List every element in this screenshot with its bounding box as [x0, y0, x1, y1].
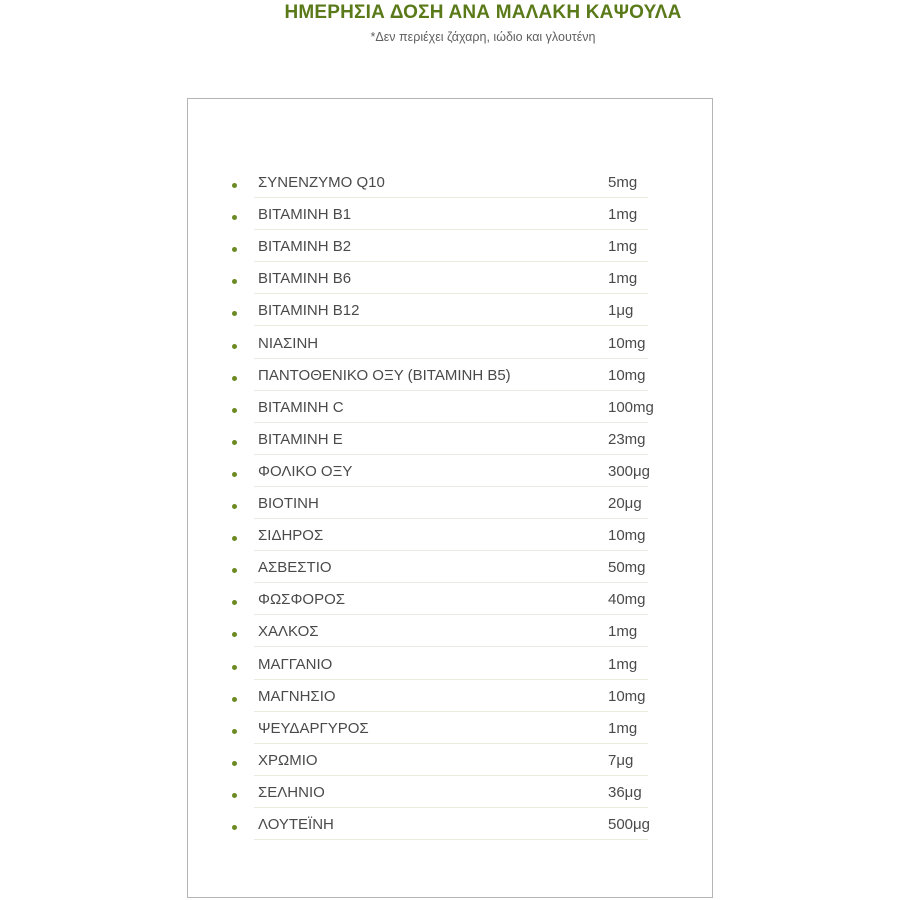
row-divider [254, 807, 648, 808]
ingredient-amount: 50mg [608, 559, 646, 577]
ingredient-name: ΨΕΥΔΑΡΓΥΡΟΣ [258, 719, 369, 737]
row-divider [254, 197, 648, 198]
ingredient-row [188, 398, 714, 430]
bullet-icon [232, 729, 237, 734]
bullet-icon [232, 504, 237, 509]
row-divider [254, 518, 648, 519]
row-divider [254, 390, 648, 391]
row-divider [254, 839, 648, 840]
ingredient-amount: 1mg [608, 206, 638, 224]
bullet-icon [232, 344, 237, 349]
ingredient-name: ΧΑΛΚΟΣ [258, 623, 319, 641]
ingredient-amount: 1mg [608, 270, 638, 288]
row-divider [254, 646, 648, 647]
ingredient-name: ΜΑΓΓΑΝΙΟ [258, 655, 333, 673]
ingredient-row [188, 269, 714, 301]
ingredient-row [188, 526, 714, 558]
bullet-icon [232, 665, 237, 670]
ingredient-name: ΒΙΤΑΜΙΝΗ Β12 [258, 302, 360, 320]
ingredient-row [188, 366, 714, 398]
bullet-icon [232, 440, 237, 445]
ingredient-row [188, 783, 714, 815]
bullet-icon [232, 761, 237, 766]
ingredient-amount: 7μg [608, 751, 634, 769]
ingredient-name: ΦΟΛΙΚΟ ΟΞΥ [258, 462, 353, 480]
ingredient-row [188, 334, 714, 366]
row-divider [254, 679, 648, 680]
ingredients-panel [187, 98, 713, 898]
ingredient-amount: 10mg [608, 687, 646, 705]
row-divider [254, 454, 648, 455]
ingredient-name: ΒΙΤΑΜΙΝΗ Β2 [258, 238, 352, 256]
bullet-icon [232, 536, 237, 541]
ingredient-name: ΣΙΔΗΡΟΣ [258, 527, 324, 545]
row-divider [254, 486, 648, 487]
row-divider [254, 775, 648, 776]
ingredient-name: ΒΙΤΑΜΙΝΗ Β1 [258, 206, 352, 224]
ingredient-amount: 500μg [608, 816, 651, 833]
ingredient-row [188, 655, 714, 687]
row-divider [254, 711, 648, 712]
page-title: ΗΜΕΡΗΣΙΑ ΔΟΣΗ ΑΝΑ ΜΑΛΑΚΗ ΚΑΨΟΥΛΑ [284, 2, 682, 23]
row-divider [254, 614, 648, 615]
ingredient-row [188, 590, 714, 622]
ingredient-amount: 1mg [608, 719, 638, 737]
ingredient-row [188, 237, 714, 269]
ingredient-amount: 23mg [608, 430, 646, 448]
ingredient-name: ΣΥΝΕΝΖΥΜΟ Q10 [258, 174, 385, 191]
row-divider [254, 422, 648, 423]
row-divider [254, 325, 648, 326]
row-divider [254, 261, 648, 262]
ingredient-name: ΧΡΩΜΙΟ [258, 751, 318, 769]
ingredient-row [188, 173, 714, 205]
bullet-icon [232, 376, 237, 381]
row-divider [254, 743, 648, 744]
bullet-icon [232, 247, 237, 252]
ingredient-amount: 10mg [608, 527, 646, 545]
ingredient-amount: 20μg [608, 495, 642, 512]
row-divider [254, 550, 648, 551]
ingredient-amount: 5mg [608, 174, 638, 191]
ingredient-row [188, 687, 714, 719]
row-divider [254, 582, 648, 583]
ingredient-name: ΑΣΒΕΣΤΙΟ [258, 559, 332, 577]
ingredient-amount: 1μg [608, 302, 634, 320]
row-divider [254, 229, 648, 230]
ingredient-name: ΒΙΤΑΜΙΝΗ Ε [258, 430, 343, 448]
ingredient-name: ΠΑΝΤΟΘΕΝΙΚΟ ΟΞΥ (ΒΙΤΑΜΙΝΗ Β5) [258, 366, 511, 384]
page-subtitle: *Δεν περιέχει ζάχαρη, ιώδιο και γλουτένη [370, 30, 596, 44]
row-divider [254, 293, 648, 294]
ingredient-amount: 10mg [608, 366, 646, 384]
bullet-icon [232, 632, 237, 637]
ingredient-amount: 1mg [608, 623, 638, 641]
ingredient-row [188, 462, 714, 494]
ingredient-amount: 10mg [608, 334, 646, 352]
bullet-icon [232, 215, 237, 220]
row-divider [254, 358, 648, 359]
ingredient-amount: 36μg [608, 783, 642, 801]
ingredient-row [188, 719, 714, 751]
bullet-icon [232, 311, 237, 316]
ingredient-row [188, 751, 714, 783]
ingredient-row [188, 622, 714, 654]
bullet-icon [232, 600, 237, 605]
ingredient-row [188, 558, 714, 590]
ingredient-name: ΣΕΛΗΝΙΟ [258, 783, 325, 801]
ingredient-row [188, 494, 714, 526]
ingredient-amount: 1mg [608, 655, 638, 673]
ingredient-amount: 100mg [608, 398, 654, 416]
ingredient-name: ΦΩΣΦΟΡΟΣ [258, 591, 346, 609]
ingredient-name: ΝΙΑΣΙΝΗ [258, 334, 319, 352]
bullet-icon [232, 793, 237, 798]
bullet-icon [232, 408, 237, 413]
bullet-icon [232, 183, 237, 188]
bullet-icon [232, 279, 237, 284]
bullet-icon [232, 568, 237, 573]
ingredient-amount: 40mg [608, 591, 646, 609]
ingredient-row [188, 430, 714, 462]
ingredient-name: ΜΑΓΝΗΣΙΟ [258, 687, 336, 705]
ingredient-name: ΒΙΤΑΜΙΝΗ Β6 [258, 270, 352, 288]
ingredient-name: ΒΙΟΤΙΝΗ [258, 495, 319, 512]
ingredient-amount: 1mg [608, 238, 638, 256]
ingredient-amount: 300μg [608, 462, 651, 480]
ingredient-row [188, 205, 714, 237]
ingredient-row [188, 301, 714, 333]
ingredient-row [188, 815, 714, 847]
bullet-icon [232, 825, 237, 830]
bullet-icon [232, 472, 237, 477]
ingredient-name: ΒΙΤΑΜΙΝΗ C [258, 398, 344, 416]
bullet-icon [232, 697, 237, 702]
ingredient-name: ΛΟΥΤΕΪΝΗ [258, 816, 334, 833]
